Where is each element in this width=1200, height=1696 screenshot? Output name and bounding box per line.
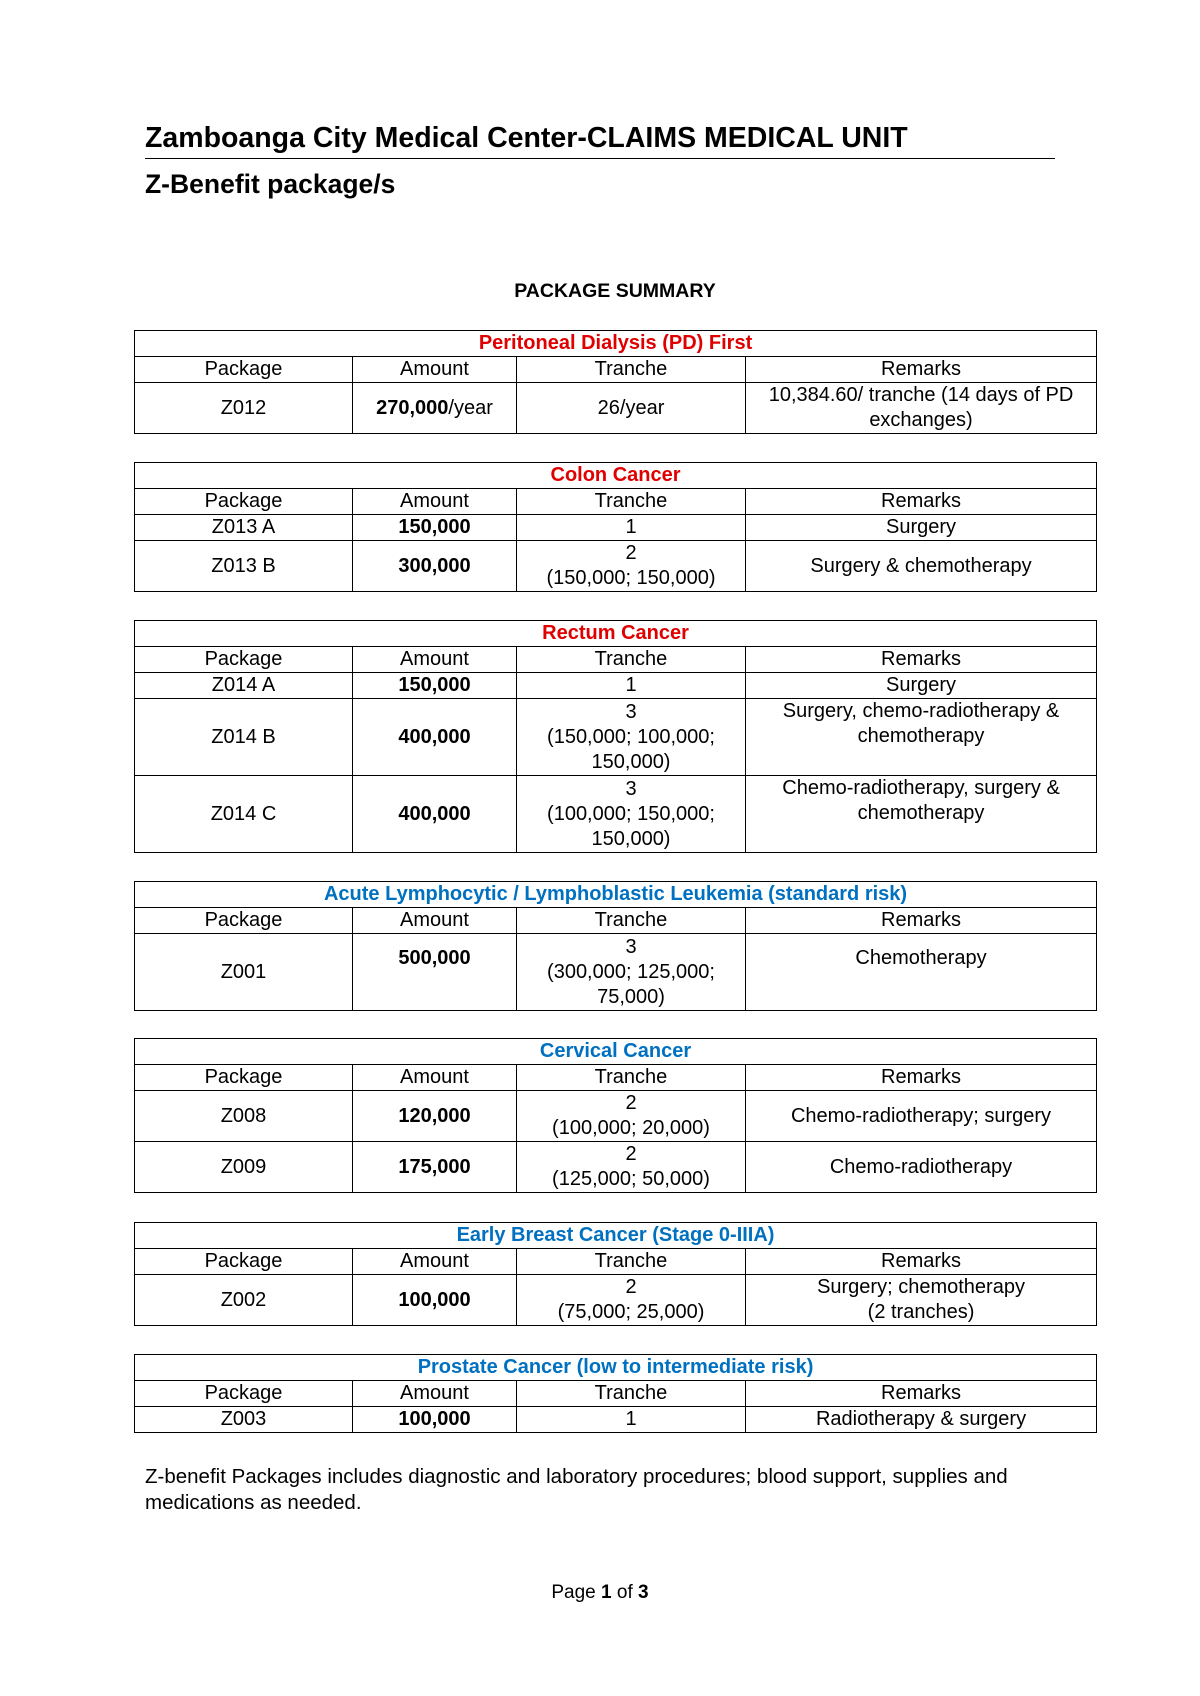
package-table-title: Colon Cancer <box>135 463 1097 489</box>
package-table-title: Prostate Cancer (low to intermediate risk) <box>135 1355 1097 1381</box>
page-total: 3 <box>638 1582 649 1603</box>
package-tranche <box>517 1275 746 1326</box>
package-code: Z003 <box>135 1407 353 1433</box>
col-header-tranche: Tranche <box>517 1065 746 1091</box>
table-row <box>135 515 1097 541</box>
page-subtitle: Z-Benefit package/s <box>145 169 396 199</box>
package-amount: 150,000 <box>353 673 517 699</box>
package-remarks: Surgery & chemotherapy <box>746 541 1097 592</box>
col-header-remarks: Remarks <box>746 908 1097 934</box>
package-table-title: Rectum Cancer <box>135 621 1097 647</box>
summary-heading: PACKAGE SUMMARY <box>514 280 716 302</box>
package-amount: 500,000 <box>353 934 517 1011</box>
tranche-count: 2 <box>625 542 637 564</box>
package-remarks: Chemo-radiotherapy, surgery & chemotherapy <box>746 776 1097 853</box>
amount-value: 270,000 <box>376 396 449 419</box>
col-header-package: Package <box>135 1249 353 1275</box>
col-header-amount: Amount <box>353 1249 517 1275</box>
footnote: Z-benefit Packages includes diagnostic and laboratory procedures; blood support, supplies and medications as needed. <box>145 1465 1008 1514</box>
package-table-title: Peritoneal Dialysis (PD) First <box>135 331 1097 357</box>
package-remarks: Radiotherapy & surgery <box>746 1407 1097 1433</box>
tranche-count: 2 <box>625 1143 637 1165</box>
col-header-package: Package <box>135 647 353 673</box>
package-code: Z002 <box>135 1275 353 1326</box>
table-row <box>135 541 1097 592</box>
package-amount: 120,000 <box>353 1091 517 1142</box>
page-title: Zamboanga City Medical Center-CLAIMS MEDICAL UNIT <box>145 118 1055 159</box>
page-of: of <box>616 1582 633 1603</box>
page-label: Page <box>551 1582 596 1603</box>
tranche-count: 3 <box>625 700 637 723</box>
tranche-breakdown: (300,000; 125,000; 75,000) <box>547 960 715 1008</box>
tranche-breakdown: (75,000; 25,000) <box>557 1301 705 1323</box>
remarks-line: (2 tranches) <box>867 1301 975 1323</box>
package-remarks <box>746 1275 1097 1326</box>
package-tranche <box>517 541 746 592</box>
col-header-tranche: Tranche <box>517 908 746 934</box>
page-current: 1 <box>601 1582 612 1603</box>
tranche-breakdown: (150,000; 150,000) <box>546 567 716 589</box>
tranche-count: 3 <box>625 935 637 958</box>
package-amount: 400,000 <box>353 776 517 853</box>
col-header-remarks: Remarks <box>746 647 1097 673</box>
tranche-breakdown: (150,000; 100,000; 150,000) <box>547 725 715 773</box>
package-remarks: Surgery, chemo-radiotherapy & chemotherapy <box>746 699 1097 776</box>
package-code: Z013 B <box>135 541 353 592</box>
package-tranche <box>517 934 746 1011</box>
col-header-amount: Amount <box>353 1065 517 1091</box>
amount-suffix: /year <box>448 396 493 419</box>
page-number <box>0 1582 1200 1604</box>
document-header <box>145 118 1055 201</box>
package-amount: 100,000 <box>353 1275 517 1326</box>
package-tranche: 1 <box>517 1407 746 1433</box>
table-row <box>135 776 1097 853</box>
tranche-count: 2 <box>625 1092 637 1114</box>
package-table-rectum <box>134 620 1097 853</box>
col-header-remarks: Remarks <box>746 489 1097 515</box>
tranche-breakdown: (100,000; 150,000; 150,000) <box>547 802 715 850</box>
col-header-tranche: Tranche <box>517 357 746 383</box>
tranche-count: 3 <box>625 777 637 800</box>
package-code: Z014 B <box>135 699 353 776</box>
col-header-amount: Amount <box>353 647 517 673</box>
package-table-cervical <box>134 1038 1097 1193</box>
package-table-pd <box>134 330 1097 434</box>
table-row <box>135 1275 1097 1326</box>
col-header-amount: Amount <box>353 1381 517 1407</box>
package-remarks: 10,384.60/ tranche (14 days of PD exchanges) <box>746 383 1097 434</box>
col-header-tranche: Tranche <box>517 1381 746 1407</box>
package-amount: 100,000 <box>353 1407 517 1433</box>
package-remarks: Chemo-radiotherapy <box>746 1142 1097 1193</box>
tranche-breakdown: (100,000; 20,000) <box>552 1117 710 1139</box>
package-tranche <box>517 1091 746 1142</box>
package-remarks: Chemo-radiotherapy; surgery <box>746 1091 1097 1142</box>
package-table-colon <box>134 462 1097 592</box>
package-code: Z014 C <box>135 776 353 853</box>
table-row <box>135 1091 1097 1142</box>
package-table-title: Early Breast Cancer (Stage 0-IIIA) <box>135 1223 1097 1249</box>
col-header-package: Package <box>135 908 353 934</box>
package-amount: 175,000 <box>353 1142 517 1193</box>
table-row <box>135 383 1097 434</box>
col-header-package: Package <box>135 357 353 383</box>
col-header-tranche: Tranche <box>517 1249 746 1275</box>
table-row <box>135 1407 1097 1433</box>
package-table-title: Cervical Cancer <box>135 1039 1097 1065</box>
col-header-remarks: Remarks <box>746 1381 1097 1407</box>
package-tranche <box>517 776 746 853</box>
package-tranche: 1 <box>517 515 746 541</box>
package-table-leukemia <box>134 881 1097 1011</box>
table-row <box>135 934 1097 1011</box>
package-code: Z013 A <box>135 515 353 541</box>
col-header-tranche: Tranche <box>517 647 746 673</box>
package-tranche: 1 <box>517 673 746 699</box>
package-tranche <box>517 699 746 776</box>
col-header-package: Package <box>135 489 353 515</box>
package-amount: 150,000 <box>353 515 517 541</box>
col-header-remarks: Remarks <box>746 1065 1097 1091</box>
package-amount: 300,000 <box>353 541 517 592</box>
table-row <box>135 1142 1097 1193</box>
package-remarks: Chemotherapy <box>746 934 1097 1011</box>
package-amount <box>353 383 517 434</box>
package-table-title: Acute Lymphocytic / Lymphoblastic Leukemia (standard risk) <box>135 882 1097 908</box>
tranche-count: 2 <box>625 1276 637 1298</box>
package-code: Z008 <box>135 1091 353 1142</box>
col-header-package: Package <box>135 1381 353 1407</box>
table-row <box>135 673 1097 699</box>
package-code: Z009 <box>135 1142 353 1193</box>
col-header-amount: Amount <box>353 357 517 383</box>
package-table-prostate <box>134 1354 1097 1433</box>
col-header-amount: Amount <box>353 489 517 515</box>
table-row <box>135 699 1097 776</box>
package-remarks: Surgery <box>746 515 1097 541</box>
package-table-breast <box>134 1222 1097 1326</box>
tranche-breakdown: (125,000; 50,000) <box>552 1168 710 1190</box>
package-amount: 400,000 <box>353 699 517 776</box>
col-header-remarks: Remarks <box>746 357 1097 383</box>
package-code: Z014 A <box>135 673 353 699</box>
col-header-package: Package <box>135 1065 353 1091</box>
col-header-remarks: Remarks <box>746 1249 1097 1275</box>
remarks-line: Surgery; chemotherapy <box>817 1276 1025 1298</box>
col-header-tranche: Tranche <box>517 489 746 515</box>
package-tranche <box>517 1142 746 1193</box>
package-code: Z001 <box>135 934 353 1011</box>
col-header-amount: Amount <box>353 908 517 934</box>
package-tranche: 26/year <box>517 383 746 434</box>
package-remarks: Surgery <box>746 673 1097 699</box>
package-code: Z012 <box>135 383 353 434</box>
